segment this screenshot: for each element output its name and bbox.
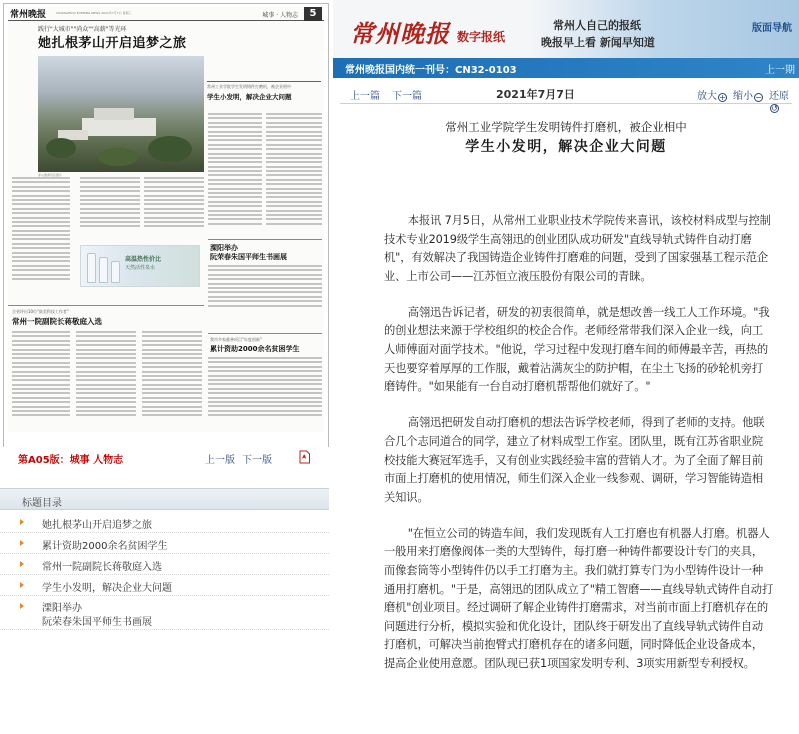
article-paragraph: 高翎迅告诉记者，研发的初衷很简单，就是想改善一线工人工作环境。"我的创业想法来源于学校组织的校企合作。老师经常带我们深入企业一线，向工人师傅面对面学技术。"他说，学习过程中发现打磨车间的师傅最辛苦，再热的天也要穿着厚厚的工作服，戴着沾满灰尘的防护帽，在尘土飞扬的砂轮机旁打磨铸件。"如果能有一台自动打磨机帮帮他们就好了。" [384, 305, 770, 394]
issue-date: 2021年7月7日 [496, 88, 575, 101]
thumb-page-number: 5 [304, 7, 322, 21]
site-logo[interactable]: 常州晚报 [350, 19, 450, 48]
prev-issue-link[interactable]: 上一期 [765, 65, 795, 76]
thumb-photo [38, 56, 204, 172]
article-title: 学生小发明，解决企业大问题 [465, 139, 667, 155]
site-banner [333, 0, 799, 58]
toc-item-label[interactable]: 阮荣春朱国平师生书画展 [42, 617, 152, 628]
toc-item[interactable] [0, 512, 329, 533]
triangle-right-icon [20, 519, 24, 525]
thumb-text-col-8 [76, 331, 136, 419]
toc-item-label[interactable]: 常州一院副院长蒋敬庭入选 [42, 562, 162, 573]
toc-item-label[interactable]: 溧阳举办 [42, 603, 82, 614]
article-paragraph: "在恒立公司的铸造车间，我们发现既有人工打磨也有机器人打磨。机器人一般用来打磨像阀体一类的大型铸件，每打磨一种铸件都要设计专门的夹具，而像套筒等小型铸件仍以手工打磨为主。我们就打算专门为小型铸件设计一种通用打磨机。"于是，高翎迅的团队成立了"精工智磨——直线导轨式铸件自动打磨机"创业项目。经过调研了解企业铸件打磨需求，对当前市面上打磨机存在的问题进行分析，模拟实验和优化设计，团队终于研发出了直线导轨式铸件自动打磨机，可解决当前抱臂式打磨机存在的诸多问题，同时降低企业设备成本，提高企业使用意愿。团队现已获1项国家发明专利、3项实用新型专利授权。 [384, 526, 774, 670]
thumb-story-box[interactable] [207, 81, 321, 109]
thumb-ad [80, 245, 200, 287]
thumb-story-head: 学生小发明，解决企业大问题 [207, 93, 292, 101]
thumb-text-col-4 [208, 113, 262, 227]
thumb-text-col-5 [266, 113, 322, 227]
minus-icon: − [755, 93, 762, 102]
article-panel [333, 0, 799, 734]
toc-item[interactable] [0, 554, 329, 575]
toc-item[interactable] [0, 575, 329, 596]
publication-number: 常州晚报国内统一刊号：CN32-0103 [345, 65, 517, 76]
thumb-story2-kicker: 全省评出10位"最美科技工作者" [12, 309, 69, 314]
thumb-masthead [8, 7, 324, 21]
banner-slogan-1: 常州人自己的报纸 [553, 19, 641, 32]
page-bar [0, 447, 329, 467]
thumb-text-col-7 [12, 331, 70, 419]
thumb-kicker: 践行"大城市""尚众""高薪"等光环 [38, 26, 127, 33]
thumb-headline[interactable]: 她扎根茅山开启追梦之旅 [38, 36, 187, 51]
thumb-section: 城事 · 人物志 [262, 12, 298, 19]
publication-bar [333, 58, 799, 78]
toc-item[interactable] [0, 596, 329, 630]
layout-nav-link[interactable]: 版面导航 [752, 23, 792, 34]
triangle-right-icon [20, 540, 24, 546]
left-panel [0, 0, 333, 734]
thumb-ad-text-1: 高温热性价比 [125, 256, 162, 263]
thumb-story4-head[interactable]: 累计资助2000余名贫困学生 [210, 345, 300, 353]
thumb-text-col-2 [80, 177, 140, 230]
article-toolbar [340, 84, 792, 113]
prev-page-link[interactable]: 上一版 [205, 455, 235, 466]
thumb-text-col-6 [208, 265, 322, 309]
restore-label: 还原 [769, 91, 789, 102]
toc-title: 标题目录 [22, 498, 62, 509]
thumb-story3-head-2[interactable]: 阮荣春朱国平师生书画展 [210, 253, 287, 261]
thumb-logo: 常州晚报 [10, 10, 47, 20]
article-kicker: 常州工业学院学生发明铸件打磨机，被企业相中 [445, 120, 687, 134]
site-logo-subtitle: 数字报纸 [457, 30, 506, 44]
toc-item-label[interactable]: 累计资助2000余名贫困学生 [42, 541, 168, 552]
banner-slogan-2: 晚报早上看 新闻早知道 [541, 36, 655, 49]
triangle-right-icon [20, 603, 24, 609]
toc-header [0, 488, 329, 510]
toc-item-label[interactable]: 她扎根茅山开启追梦之旅 [42, 520, 152, 531]
thumb-story3-head-1[interactable]: 溧阳举办 [210, 244, 238, 252]
thumb-text-col-10 [208, 357, 322, 418]
page-thumbnail-frame [3, 3, 329, 448]
article-body [384, 212, 774, 691]
thumb-text-col-3 [144, 177, 204, 230]
prev-article-link[interactable]: 上一篇 [350, 91, 380, 102]
article-paragraph: 高翎迅把研发自动打磨机的想法告诉学校老师，得到了老师的支持。他联合几个志同道合的同学，建立了材料成型工作室。团队里，既有江苏省职业院校技能大赛冠军选手，又有创业实践经验丰富的营销人才。为了全面了解目前市面上打磨机的使用情况，师生们深入企业一线参观、调研，学习智能铸造相关知识。 [384, 416, 765, 504]
pdf-icon[interactable] [298, 450, 311, 464]
zoom-in-label: 放大 [697, 91, 717, 102]
zoom-in-button[interactable] [697, 87, 727, 102]
next-page-link[interactable]: 下一版 [242, 455, 272, 466]
page-thumbnail[interactable] [8, 7, 324, 432]
toc-list [0, 512, 329, 630]
thumb-text-col-1 [12, 177, 70, 282]
thumb-text-col-9 [142, 331, 202, 419]
thumb-masthead-meta: CHANGZHOU EVENING NEWS 2021年7月7日 星期三 [56, 11, 132, 15]
thumb-story2-head[interactable]: 常州一院副院长蒋敬庭入选 [12, 317, 102, 326]
triangle-right-icon [20, 582, 24, 588]
thumb-story-kicker: 常州工业学院学生发明铸件打磨机，被企业相中 [207, 84, 291, 89]
plus-icon: + [719, 93, 726, 102]
toc-item[interactable] [0, 533, 329, 554]
thumb-ad-text-2: 天然活性泉水 [125, 265, 156, 271]
toc-item-label[interactable]: 学生小发明，解决企业大问题 [42, 583, 172, 594]
restore-button[interactable] [769, 87, 792, 113]
next-article-link[interactable]: 下一篇 [392, 91, 422, 102]
thumb-photo-caption: 茅山旅游景区图片 [38, 173, 63, 177]
thumb-story4-kicker: 我市多家慈善项目"年度创新" [210, 337, 262, 342]
article-paragraph: 本报讯 7月5日，从常州工业职业技术学院传来喜讯，该校材料成型与控制技术专业2019级学生高翎迅的创业团队成功研发"直线导轨式铸件自动打磨机"，有效解决了我国铸造企业铸件打磨难的问题，受到了国家强基工程示范企业、上市公司——江苏恒立液压股份有限公司的青睐。 [384, 214, 771, 283]
reset-icon: ↺ [771, 104, 778, 113]
page-label: 第A05版：城事 人物志 [18, 455, 124, 466]
zoom-out-label: 缩小 [733, 91, 753, 102]
zoom-out-button[interactable] [733, 87, 763, 102]
triangle-right-icon [20, 561, 24, 567]
